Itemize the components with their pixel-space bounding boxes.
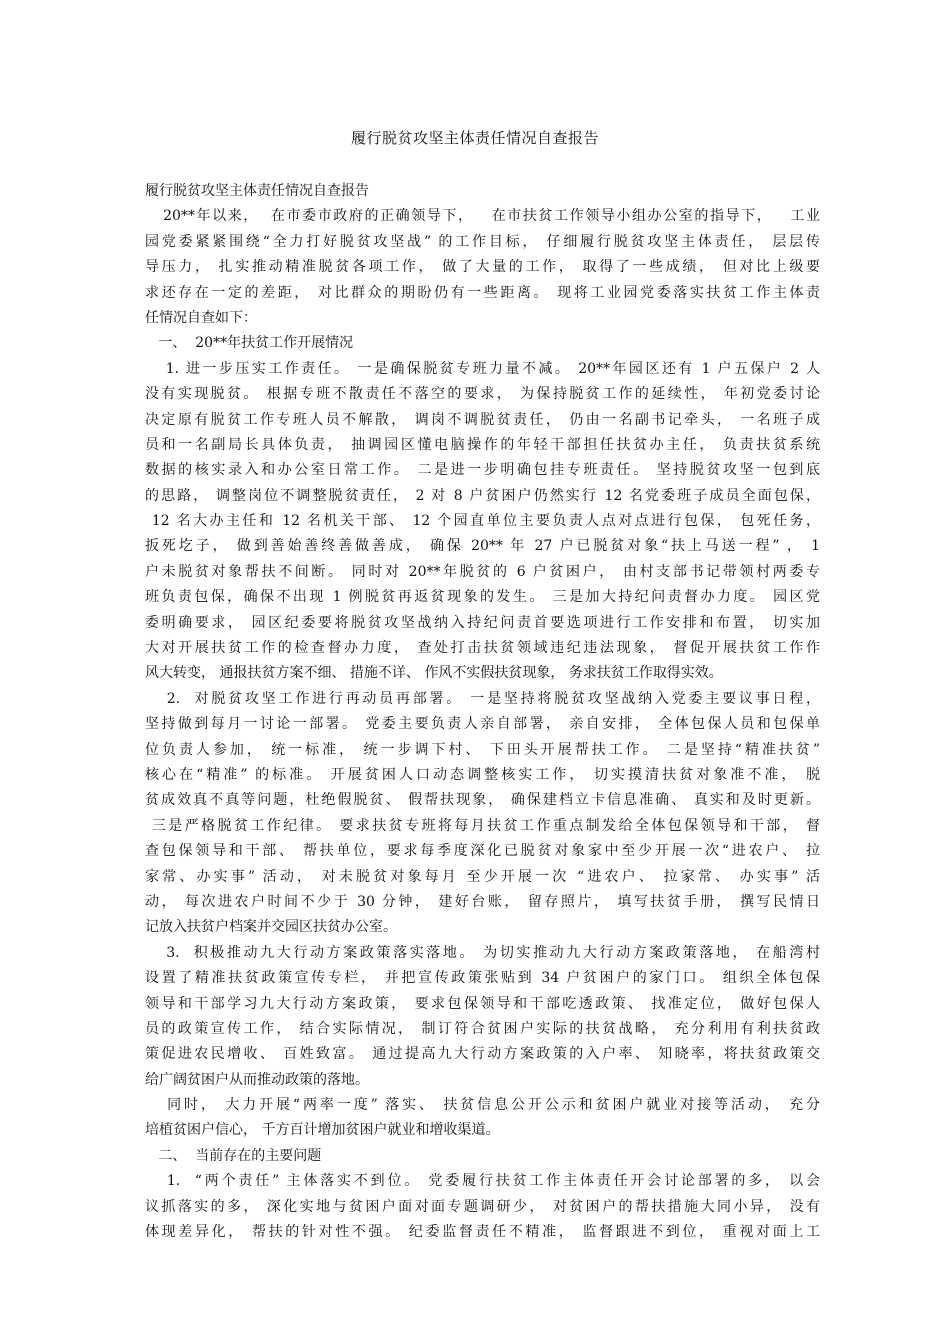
- document-line: 2. 对脱贫攻坚工作进行再动员再部署。 一是坚持将脱贫攻坚战纳入党委主要议事日程，: [145, 690, 820, 707]
- document-line: 位负责人参加， 统一标准， 统一步调下村、 下田头开展帮扶工作。 二是坚持“精准扶贫”: [145, 741, 820, 758]
- document-line: 园党委紧紧围绕“全力打好脱贫攻坚战” 的工作目标， 仔细履行脱贫攻坚主体责任， 层层传: [145, 233, 820, 250]
- document-line: 家常、办实事” 活动， 对未脱贫对象每月 至少开展一次 “进农户、 拉家常、 办实事” 活: [145, 868, 820, 885]
- document-line: 员和一名副局长具体负责， 抽调园区懂电脑操作的年轻干部担任扶贫办主任， 负责扶贫系统: [145, 436, 820, 453]
- document-line: 户未脱贫对象帮扶不间断。 同时对 20**年脱贫的 6 户贫困户， 由村支部书记带领村两委专: [145, 563, 820, 580]
- document-line: 动， 每次进农户时间不少于 30 分钟， 建好台账， 留存照片， 填写扶贫手册， 撰写民情日: [145, 893, 820, 910]
- document-line: 风大转变， 通报扶贫方案不细、 措施不详、 作风不实假扶贫现象， 务求扶贫工作取得实效。: [145, 665, 723, 682]
- document-line: 贫成效真不真等问题，杜绝假脱贫、 假帮扶现象， 确保建档立卡信息准确、 真实和及时更新。: [145, 792, 820, 809]
- document-line: 委明确要求， 园区纪委要将脱贫攻坚战纳入持纪问责首要选项进行工作安排和布置， 切实加: [145, 614, 820, 631]
- document-line: 记放入扶贫户档案并交园区扶贫办公室。: [145, 919, 397, 936]
- document-line: 员的政策宣传工作， 结合实际情况， 制订符合贫困户实际的扶贫战略， 充分利用有利扶贫政: [145, 1020, 820, 1037]
- document-line: 的思路， 调整岗位不调整脱贫责任， 2 对 8 户贫困户仍然实行 12 名党委班子成员全面包保，: [145, 487, 820, 504]
- document-line: 履行脱贫攻坚主体责任情况自查报告: [145, 183, 369, 199]
- document-line: 一、 20**年扶贫工作开展情况: [145, 335, 354, 352]
- document-title: 履行脱贫攻坚主体责任情况自查报告: [350, 129, 599, 147]
- document-line: 决定原有脱贫工作专班人员不解散， 调岗不调脱贫责任， 仍由一名副书记牵头， 一名班子成: [145, 411, 820, 428]
- document-line: 培植贫困户信心， 千方百计增加贫困户就业和增收渠道。: [145, 1122, 500, 1139]
- document-line: 三是严格脱贫工作纪律。 要求扶贫专班将每月扶贫工作重点制发给全体包保领导和干部， 督: [145, 817, 820, 834]
- document-line: 查包保领导和干部、 帮扶单位，要求每季度深化已脱贫对象家中至少开展一次“进农户、 拉: [145, 843, 820, 860]
- document-line: 求还存在一定的差距， 对比群众的期盼仍有一些距离。 现将工业园党委落实扶贫工作主体责: [145, 284, 820, 301]
- document-line: 1. “两个责任” 主体落实不到位。 党委履行扶贫工作主体责任开会讨论部署的多， 以会: [145, 1173, 820, 1190]
- document-line: 班负责包保，确保不出现 1 例脱贫再返贫现象的发生。 三是加大持纪问责督办力度。 园区党: [145, 589, 820, 606]
- document-line: 坚持做到每月一讨论一部署。 党委主要负责人亲自部署， 亲自安排， 全体包保人员和包保单: [145, 716, 820, 733]
- document-line: 核心在“精准” 的标准。 开展贫困人口动态调整核实工作， 切实摸清扶贫对象准不准， 脱: [145, 766, 820, 783]
- document-body: [145, 179, 820, 1245]
- document-line: 12 名大办主任和 12 名机关干部、 12 个园直单位主要负责人点对点进行包保， 包死任务，: [145, 513, 820, 530]
- document-line: 20**年以来， 在市委市政府的正确领导下， 在市扶贫工作领导小组办公室的指导下， 工业: [145, 208, 820, 225]
- document-line: 大对开展扶贫工作的检查督办力度， 查处打击扶贫领域违纪违法现象， 督促开展扶贫工作作: [145, 640, 820, 657]
- document-line: 体现差异化， 帮扶的针对性不强。 纪委监督责任不精准， 监督跟进不到位， 重视对面上工: [145, 1224, 820, 1241]
- document-line: 1. 进一步压实工作责任。 一是确保脱贫专班力量不减。 20**年园区还有 1 户五保户 2 人: [145, 360, 820, 377]
- document-line: 任情况自查如下：: [145, 309, 257, 326]
- document-line: 领导和干部学习九大行动方案政策， 要求包保领导和干部吃透政策、 找准定位， 做好包保人: [145, 995, 820, 1012]
- document-line: 设置了精准扶贫政策宣传专栏， 并把宣传政策张贴到 34 户贫困户的家门口。 组织全体包保: [145, 970, 820, 987]
- document-line: 没有实现脱贫。 根据专班不散责任不落空的要求， 为保持脱贫工作的延续性， 年初党委讨论: [145, 386, 820, 403]
- document-line: 扳死圪子， 做到善始善终善做善成， 确保 20** 年 27 户已脱贫对象“扶上马送一程” ， 1: [145, 538, 820, 555]
- document-line: 同时， 大力开展“两率一度” 落实、 扶贫信息公开公示和贫困户就业对接等活动， 充分: [145, 1097, 820, 1114]
- document-line: 导压力， 扎实推动精准脱贫各项工作， 做了大量的工作， 取得了一些成绩， 但对比上级要: [145, 259, 820, 276]
- document-line: 给广阔贫困户从而推动政策的落地。: [145, 1071, 369, 1088]
- document-line: 数据的核实录入和办公室日常工作。 二是进一步明确包挂专班责任。 坚持脱贫攻坚一包到底: [145, 462, 820, 479]
- document-line: 二、 当前存在的主要问题: [145, 1147, 322, 1164]
- document-line: 策促进农民增收、 百姓致富。 通过提高九大行动方案政策的入户率、 知晓率，将扶贫政策交: [145, 1046, 820, 1063]
- document-line: 议抓落实的多， 深化实地与贫困户面对面专题调研少， 对贫困户的帮扶措施大同小异， 没有: [145, 1198, 820, 1215]
- document-line: 3. 积极推动九大行动方案政策落实落地。 为切实推动九大行动方案政策落地， 在船湾村: [145, 944, 820, 961]
